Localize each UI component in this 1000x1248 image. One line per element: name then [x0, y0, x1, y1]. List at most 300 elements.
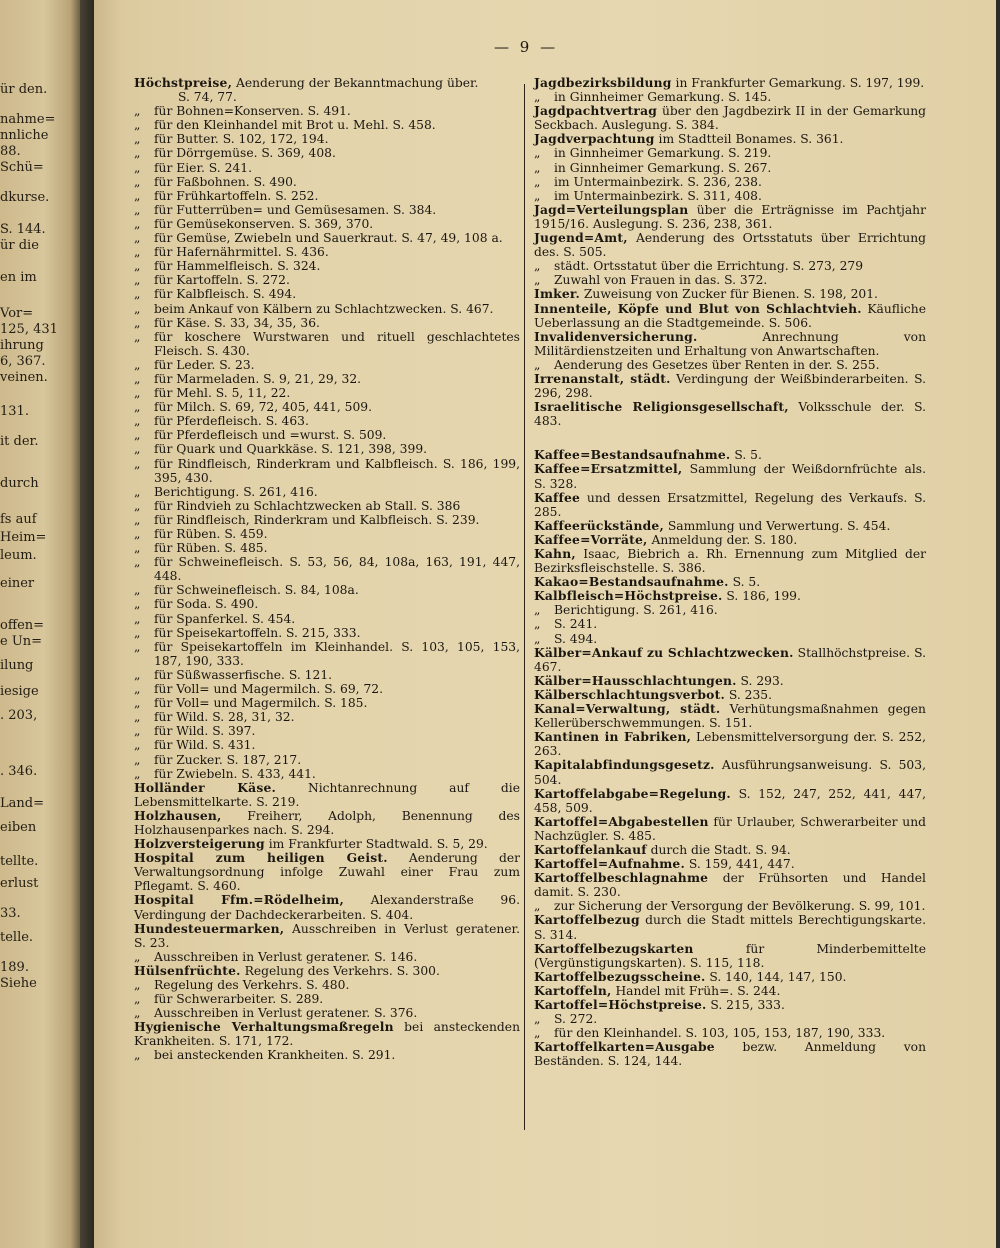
ditto-mark: „: [134, 682, 141, 697]
entry-headword: Jugend=Amt,: [534, 230, 628, 246]
entry-text: Zuweisung von Zucker für Bienen. S. 198, 201.: [583, 287, 878, 302]
ditto-mark: „: [134, 329, 141, 344]
entry-headword: Jagd=Verteilungsplan: [534, 201, 689, 217]
right-column: [534, 76, 926, 1068]
ditto-mark: „: [134, 160, 141, 175]
entry-headword: Kartoffelkarten=Ausgabe: [534, 1039, 715, 1055]
sub-entry: [134, 950, 520, 964]
ditto-mark: „: [134, 428, 141, 443]
sub-entry-text: in Ginnheimer Gemarkung. S. 219.: [554, 146, 772, 161]
entry-text: S. 293.: [740, 673, 784, 688]
entry-text: S. 5.: [734, 448, 762, 463]
index-entry: [534, 547, 926, 575]
facing-page-text: Heim=: [0, 530, 47, 545]
ditto-mark: „: [134, 541, 141, 556]
entry-text: Handel mit Früh=. S. 244.: [615, 983, 781, 998]
ditto-mark: „: [534, 631, 541, 646]
sub-entry: [534, 1012, 926, 1026]
facing-page-text: 189.: [0, 960, 29, 975]
sub-entry: [534, 632, 926, 646]
index-entry: [534, 575, 926, 589]
ditto-mark: „: [134, 174, 141, 189]
sub-entry-text: für Schweinefleisch. S. 53, 56, 84, 108a, 163, 191, 447, 448.: [154, 555, 520, 584]
index-entry: [534, 302, 926, 330]
index-entry: [534, 330, 926, 358]
index-entry: [534, 646, 926, 674]
ditto-mark: „: [134, 216, 141, 231]
ditto-mark: „: [134, 752, 141, 767]
sub-entry-text: in Ginnheimer Gemarkung. S. 145.: [554, 90, 772, 105]
facing-page-text: tellte.: [0, 854, 39, 869]
facing-page-text: einer: [0, 576, 35, 591]
index-entry: [134, 809, 520, 837]
sub-entry: [134, 457, 520, 485]
entry-text: Käufliche Ueberlassung an die Stadtgemeinde. S. 506.: [534, 301, 926, 330]
ditto-mark: „: [134, 442, 141, 457]
ditto-mark: „: [134, 1048, 141, 1063]
entry-headword: Irrenanstalt, städt.: [534, 370, 671, 386]
sub-entry-text: für Wild. S. 397.: [154, 724, 256, 739]
ditto-mark: „: [134, 301, 141, 316]
sub-entry: [134, 555, 520, 583]
facing-page-text: offen=: [0, 618, 45, 633]
ditto-mark: „: [134, 766, 141, 781]
ditto-mark: „: [534, 1026, 541, 1041]
entry-headword: Kartoffelabgabe=Regelung.: [534, 785, 731, 801]
facing-page-text: e Un=: [0, 634, 43, 649]
index-entry: [534, 519, 926, 533]
entry-text: S. 215, 333.: [710, 998, 785, 1012]
entry-text: im Stadtteil Bonames. S. 361.: [658, 132, 844, 147]
sub-entry-text: für Speisekartoffeln. S. 215, 333.: [154, 625, 361, 640]
sub-entry-text: für Wild. S. 431.: [154, 738, 256, 753]
ditto-mark: „: [134, 512, 141, 527]
sub-entry-text: für Voll= und Magermilch. S. 185.: [154, 696, 368, 711]
facing-page-text: ür die: [0, 238, 39, 253]
index-entry: [134, 964, 520, 978]
entry-headword: Kälber=Hausschlachtungen.: [534, 672, 737, 688]
ditto-mark: „: [534, 603, 541, 618]
index-entry: [534, 1040, 926, 1068]
sub-entry: [134, 386, 520, 400]
facing-page-text: fs auf: [0, 512, 37, 527]
sub-entry-text: für Rindfleisch, Rinderkram und Kalbfleisch. S. 186, 199, 395, 430.: [154, 456, 520, 485]
entry-text: durch die Stadt. S. 94.: [650, 842, 791, 857]
entry-headword: Jagdbezirksbildung: [534, 75, 672, 90]
sub-entry: [534, 259, 926, 273]
ditto-mark: „: [534, 174, 541, 189]
index-entry: [534, 998, 926, 1012]
entry-text: Verhütungsmaßnahmen gegen Kellerüberschwemmungen. S. 151.: [534, 702, 926, 731]
index-entry: [534, 448, 926, 462]
entry-headword: Holzversteigerung: [134, 836, 265, 852]
sub-entry: [134, 767, 520, 781]
sub-entry: [134, 442, 520, 456]
sub-entry-text: für Zwiebeln. S. 433, 441.: [154, 766, 316, 781]
ditto-mark: „: [134, 104, 141, 119]
sub-entry: [134, 273, 520, 287]
sub-entry-text: für koschere Wurstwaren und rituell geschlachtetes Fleisch. S. 430.: [154, 329, 520, 358]
index-entry: [134, 781, 520, 809]
sub-entry-text: für Wild. S. 28, 31, 32.: [154, 710, 295, 725]
sub-entry-text: für Käse. S. 33, 34, 35, 36.: [154, 315, 320, 330]
ditto-mark: „: [134, 949, 141, 964]
sub-entry-text: Ausschreiben in Verlust geratener. S. 376.: [154, 1006, 418, 1021]
index-entry: [534, 372, 926, 400]
sub-entry-text: für Frühkartoffeln. S. 252.: [154, 188, 319, 203]
entry-text: Ausführungsanweisung. S. 503, 504.: [534, 758, 926, 787]
entry-text: Aenderung der Bekanntmachung über.: [235, 76, 479, 90]
entry-text: der Frühsorten und Handel damit. S. 230.: [534, 871, 926, 900]
column-divider: [524, 84, 525, 1130]
sub-entry: [134, 724, 520, 738]
ditto-mark: „: [134, 724, 141, 739]
index-entry: [534, 231, 926, 259]
ditto-mark: „: [134, 992, 141, 1007]
ditto-mark: „: [134, 527, 141, 541]
index-entry: [534, 533, 926, 547]
entry-text: S. 5.: [732, 575, 761, 590]
entry-headword: Kaffee=Ersatzmittel,: [534, 461, 683, 477]
facing-page-text: leum.: [0, 548, 37, 563]
entry-headword: Hundesteuermarken,: [134, 920, 285, 936]
ditto-mark: „: [134, 315, 141, 330]
sub-entry: [134, 640, 520, 668]
sub-entry: [134, 612, 520, 626]
sub-entry-text: beim Ankauf von Kälbern zu Schlachtzwecken. S. 467.: [154, 301, 494, 316]
ditto-mark: „: [134, 414, 141, 429]
facing-page-text: nahme=: [0, 112, 56, 127]
sub-entry-text: für Futterrüben= und Gemüsesamen. S. 384.: [154, 202, 437, 217]
sub-entry: [134, 710, 520, 724]
sub-entry: [534, 146, 926, 160]
facing-page-text: nnliche: [0, 128, 49, 143]
ditto-mark: „: [534, 160, 541, 175]
entry-headword: Israelitische Religionsgesellschaft,: [534, 399, 789, 415]
index-entry: [134, 76, 520, 90]
entry-headword: Kartoffelbezugskarten: [534, 940, 694, 956]
sub-entry-text: für Eier. S. 241.: [154, 160, 252, 175]
sub-entry: [134, 626, 520, 640]
entry-headword: Kahn,: [534, 546, 576, 561]
ditto-mark: „: [134, 386, 141, 401]
sub-entry-text: für Rüben. S. 459.: [154, 527, 268, 541]
entry-text: über die Erträgnisse im Pachtjahr 1915/16. Auslegung. S. 236, 238, 361.: [534, 202, 926, 231]
sub-entry-text: im Untermainbezirk. S. 311, 408.: [554, 188, 762, 203]
entry-text: Anrechnung von Militärdienstzeiten und Erhaltung von Anwartschaften.: [534, 329, 926, 358]
sub-entry: [134, 485, 520, 499]
sub-entry: [134, 330, 520, 358]
sub-entry: [134, 992, 520, 1006]
facing-page-text: iesige: [0, 684, 39, 699]
ditto-mark: „: [134, 597, 141, 612]
index-entry: [534, 400, 926, 428]
sub-entry: [134, 245, 520, 259]
entry-text: bei ansteckenden Krankheiten. S. 171, 172.: [134, 1020, 520, 1049]
sub-entry: [134, 414, 520, 428]
entry-headword: Höchstpreise,: [134, 75, 233, 90]
index-entry: [534, 843, 926, 857]
sub-entry: [134, 696, 520, 710]
entry-headword: Kartoffel=Aufnahme.: [534, 856, 685, 872]
sub-entry-text: Berichtigung. S. 261, 416.: [554, 603, 718, 618]
sub-entry: [134, 597, 520, 611]
entry-text: S. 159, 441, 447.: [688, 857, 795, 872]
entry-headword: Kaffee: [534, 489, 581, 505]
facing-page-text: dkurse.: [0, 190, 50, 205]
entry-text: Isaac, Biebrich a. Rh. Ernennung zum Mitglied der Bezirksfleischstelle. S. 386.: [534, 547, 926, 576]
index-entry: [534, 730, 926, 758]
sub-entry: [134, 738, 520, 752]
sub-entry: [534, 90, 926, 104]
sub-entry-text: für Spanferkel. S. 454.: [154, 611, 296, 626]
index-entry: [534, 104, 926, 132]
sub-entry-text: für Soda. S. 490.: [154, 597, 259, 612]
entry-headword: Kaffeerückstände,: [534, 517, 664, 533]
sub-entry: [134, 217, 520, 231]
ditto-mark: „: [134, 357, 141, 372]
ditto-mark: „: [134, 555, 141, 570]
ditto-mark: „: [134, 611, 141, 626]
entry-text: Freiherr, Adolph, Benennung des Holzhausenparkes nach. S. 294.: [134, 808, 520, 837]
ditto-mark: „: [134, 667, 141, 682]
entry-headword: Kartoffelbezugsscheine.: [534, 968, 706, 984]
entry-headword: Kantinen in Fabriken,: [534, 729, 692, 745]
entry-headword: Kakao=Bestandsaufnahme.: [534, 574, 729, 590]
entry-headword: Kartoffelbeschlagnahme: [534, 870, 709, 886]
sub-entry-text: für Hammelfleisch. S. 324.: [154, 259, 321, 274]
sub-entry: [134, 231, 520, 245]
entry-continuation: S. 74, 77.: [178, 90, 237, 105]
entry-headword: Imker.: [534, 286, 580, 302]
sub-entry: [134, 527, 520, 541]
sub-entry: [134, 668, 520, 682]
sub-entry-text: für Speisekartoffeln im Kleinhandel. S. 103, 105, 153, 187, 190, 333.: [154, 639, 520, 668]
book-gutter: [80, 0, 94, 1248]
index-entry: [534, 970, 926, 984]
sub-entry: [134, 499, 520, 513]
index-entry: [534, 76, 926, 90]
index-entry: [534, 674, 926, 688]
sub-entry-text: für Rüben. S. 485.: [154, 541, 268, 556]
sub-entry-text: für Voll= und Magermilch. S. 69, 72.: [154, 682, 384, 697]
entry-headword: Kartoffel=Abgabestellen: [534, 813, 709, 829]
ditto-mark: „: [134, 188, 141, 203]
entry-headword: Innenteile, Köpfe und Blut von Schlachtvieh.: [534, 300, 862, 316]
sub-entry-text: für Bohnen=Konserven. S. 491.: [154, 104, 351, 119]
facing-page-text: en im: [0, 270, 37, 285]
sub-entry-text: für Rindvieh zu Schlachtzwecken ab Stall. S. 386: [154, 498, 461, 513]
sub-entry: [134, 132, 520, 146]
index-entry: [534, 589, 926, 603]
ditto-mark: „: [134, 1006, 141, 1021]
entry-text: über den Jagdbezirk II in der Gemarkung Seckbach. Auslegung. S. 384.: [534, 104, 926, 133]
entry-headword: Kapitalabfindungsgesetz.: [534, 757, 715, 773]
facing-page-text: ür den.: [0, 82, 48, 97]
sub-entry-text: für Milch. S. 69, 72, 405, 441, 509.: [154, 400, 373, 415]
sub-entry-text: für Rindfleisch, Rinderkram und Kalbfleisch. S. 239.: [154, 512, 480, 527]
ditto-mark: „: [134, 132, 141, 147]
entry-text: Volksschule der. S. 483.: [534, 400, 926, 429]
ditto-mark: „: [534, 357, 541, 372]
ditto-mark: „: [134, 498, 141, 513]
sub-entry: [534, 161, 926, 175]
ditto-mark: „: [534, 259, 541, 274]
entry-text: S. 152, 247, 252, 441, 447, 458, 509.: [534, 786, 926, 815]
sub-entry: [134, 753, 520, 767]
entry-text: Verdingung der Weißbinderarbeiten. S. 296, 298.: [534, 371, 926, 401]
facing-page-text: Vor=: [0, 306, 34, 321]
facing-page-text: 125, 431: [0, 322, 58, 337]
index-entry: [134, 837, 520, 851]
entry-text: für Minderbemittelte (Vergünstigungskarten). S. 115, 118.: [534, 941, 926, 970]
entry-headword: Holländer Käse.: [134, 779, 276, 795]
entry-text: für Urlauber, Schwerarbeiter und Nachzügler. S. 485.: [534, 814, 926, 843]
sub-entry-text: für Marmeladen. S. 9, 21, 29, 32.: [154, 371, 362, 386]
ditto-mark: „: [134, 259, 141, 274]
sub-entry: [534, 899, 926, 913]
facing-page-text: durch: [0, 476, 39, 491]
index-entry: [534, 287, 926, 301]
facing-page-text: 33.: [0, 906, 21, 921]
sub-entry-text: für den Kleinhandel. S. 103, 105, 153, 187, 190, 333.: [554, 1026, 886, 1041]
index-entry: [534, 787, 926, 815]
facing-page-fragment: [0, 0, 80, 1248]
sub-entry: [134, 161, 520, 175]
sub-entry: [534, 603, 926, 617]
facing-page-text: Siehe: [0, 976, 37, 991]
sub-entry: [134, 428, 520, 442]
entry-headword: Holzhausen,: [134, 807, 222, 823]
facing-page-text: 88.: [0, 144, 21, 159]
sub-entry: [534, 617, 926, 631]
ditto-mark: „: [134, 738, 141, 753]
entry-headword: Jagdverpachtung: [534, 131, 655, 147]
sub-entry-text: für den Kleinhandel mit Brot u. Mehl. S. 458.: [154, 118, 436, 133]
sub-entry-text: für Faßbohnen. S. 490.: [154, 174, 297, 189]
ditto-mark: „: [134, 202, 141, 217]
facing-page-text: 6, 367.: [0, 354, 46, 369]
sub-entry: [134, 682, 520, 696]
entry-text: in Frankfurter Gemarkung. S. 197, 199.: [675, 76, 925, 90]
ditto-mark: „: [134, 146, 141, 161]
page-number: — 9 —: [494, 38, 559, 56]
facing-page-text: S. 144.: [0, 222, 46, 237]
sub-entry-text: zur Sicherung der Versorgung der Bevölkerung. S. 99, 101.: [554, 899, 926, 914]
entry-text: im Frankfurter Stadtwald. S. 5, 29.: [268, 837, 488, 852]
entry-text: und dessen Ersatzmittel, Regelung des Verkaufs. S. 285.: [534, 490, 926, 519]
ditto-mark: „: [534, 188, 541, 203]
sub-entry: [534, 1026, 926, 1040]
entry-text: Ausschreiben in Verlust geratener. S. 23.: [134, 921, 520, 950]
sub-entry-text: für Mehl. S. 5, 11, 22.: [154, 386, 291, 401]
entry-text: Anmeldung der. S. 180.: [651, 532, 798, 547]
index-entry: [534, 132, 926, 146]
sub-entry: [134, 583, 520, 597]
sub-entry: [134, 287, 520, 301]
index-entry: [534, 203, 926, 231]
ditto-mark: „: [134, 273, 141, 288]
sub-entry: [134, 302, 520, 316]
index-entry: [534, 702, 926, 730]
entry-headword: Invalidenversicherung.: [534, 328, 698, 344]
ditto-mark: „: [534, 90, 541, 105]
sub-entry: [534, 175, 926, 189]
index-entry: [534, 942, 926, 970]
entry-headword: Kälberschlachtungsverbot.: [534, 686, 725, 702]
entry-headword: Hospital Ffm.=Rödelheim,: [134, 892, 344, 908]
index-entry: [134, 922, 520, 950]
entry-headword: Hospital zum heiligen Geist.: [134, 850, 388, 866]
sub-entry: [134, 358, 520, 372]
ditto-mark: „: [134, 371, 141, 386]
entry-text: Sammlung und Verwertung. S. 454.: [667, 518, 891, 533]
entry-headword: Kaffee=Bestandsaufnahme.: [534, 447, 731, 463]
entry-headword: Kartoffelankauf: [534, 841, 647, 857]
entry-headword: Kartoffel=Höchstpreise.: [534, 997, 707, 1012]
entry-text: Nichtanrechnung auf die Lebensmittelkarte. S. 219.: [134, 780, 520, 809]
index-page: [94, 0, 996, 1248]
ditto-mark: „: [134, 625, 141, 640]
sub-entry: [134, 146, 520, 160]
sub-entry: [134, 372, 520, 386]
sub-entry-text: Zuwahl von Frauen in das. S. 372.: [554, 273, 768, 288]
ditto-mark: „: [134, 118, 141, 133]
sub-entry-text: städt. Ortsstatut über die Errichtung. S. 273, 279: [554, 259, 864, 274]
sub-entry: [134, 1048, 520, 1062]
facing-page-text: ilung: [0, 658, 34, 673]
entry-text: Aenderung der Verwaltungsordnung infolge Zuwahl einer Frau zum Pflegamt. S. 460.: [134, 851, 520, 894]
index-entry: [534, 984, 926, 998]
ditto-mark: „: [134, 245, 141, 260]
index-entry: [134, 851, 520, 893]
ditto-mark: „: [134, 583, 141, 598]
ditto-mark: „: [134, 287, 141, 302]
facing-page-text: 131.: [0, 404, 29, 419]
entry-text: durch die Stadt mittels Berechtigungskarte. S. 314.: [534, 913, 926, 942]
entry-headword: Kaffee=Vorräte,: [534, 531, 648, 547]
sub-entry: [134, 1006, 520, 1020]
ditto-mark: „: [534, 1012, 541, 1027]
sub-entry-text: für Schwerarbeiter. S. 289.: [154, 992, 324, 1007]
sub-entry-text: für Kalbfleisch. S. 494.: [154, 287, 297, 302]
entry-headword: Jagdpachtvertrag: [534, 103, 658, 119]
sub-entry-text: für Quark und Quarkkäse. S. 121, 398, 399.: [154, 442, 428, 457]
ditto-mark: „: [134, 456, 141, 471]
entry-text: bezw. Anmeldung von Beständen. S. 124, 144.: [534, 1040, 926, 1069]
index-entry: [134, 893, 520, 921]
sub-entry-text: im Untermainbezirk. S. 236, 238.: [554, 174, 762, 189]
entry-headword: Kälber=Ankauf zu Schlachtzwecken.: [534, 644, 794, 660]
sub-entry-text: Aenderung des Gesetzes über Renten in der. S. 255.: [554, 357, 880, 372]
sub-entry-text: S. 272.: [554, 1012, 598, 1027]
index-entry: [534, 913, 926, 941]
sub-entry: [134, 118, 520, 132]
sub-entry-text: bei ansteckenden Krankheiten. S. 291.: [154, 1048, 396, 1063]
sub-entry-text: für Pferdefleisch und =wurst. S. 509.: [154, 428, 387, 443]
index-entry: [534, 857, 926, 871]
sub-entry-text: S. 241.: [554, 617, 598, 632]
ditto-mark: „: [534, 273, 541, 288]
sub-entry-text: Ausschreiben in Verlust geratener. S. 146.: [154, 949, 418, 964]
entry-text: Alexanderstraße 96. Verdingung der Dachdeckerarbeiten. S. 404.: [134, 893, 520, 922]
facing-page-text: erlust: [0, 876, 39, 891]
entry-text: S. 186, 199.: [726, 589, 801, 604]
sub-entry: [134, 189, 520, 203]
entry-text: Sammlung der Weißdornfrüchte als. S. 328.: [534, 462, 926, 491]
sub-entry: [134, 104, 520, 118]
facing-page-text: telle.: [0, 930, 34, 945]
